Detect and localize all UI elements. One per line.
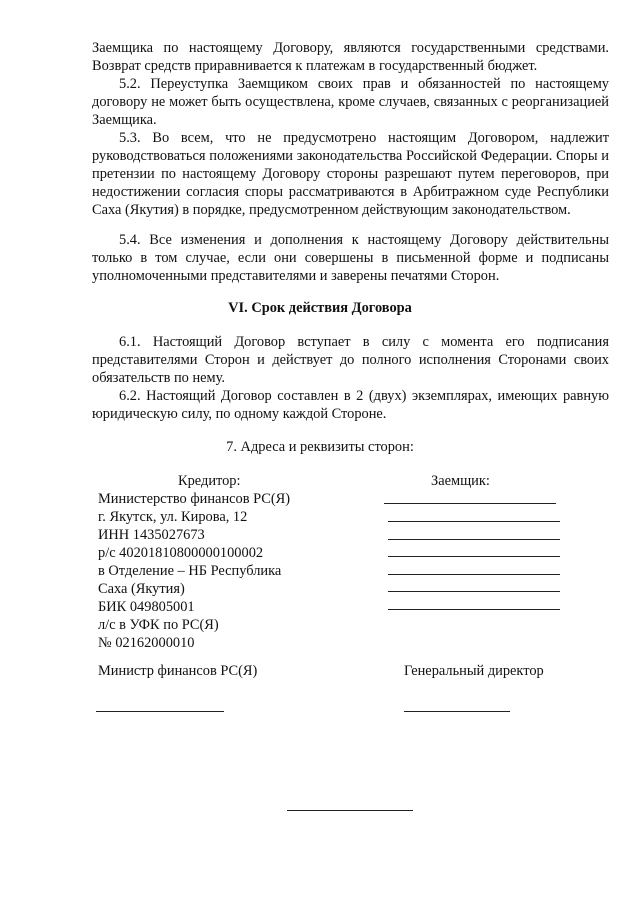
- paragraph-6-2: 6.2. Настоящий Договор составлен в 2 (двух) экземплярах, имеющих равную юридическую силу, по одному каждой Стороне.: [92, 388, 609, 422]
- paragraph-5-1-continuation: Заемщика по настоящему Договору, являются государственными средствами. Возврат средств приравнивается к платежам в государственный бюджет.: [92, 40, 609, 74]
- creditor-inn: ИНН 1435027673: [98, 527, 205, 543]
- creditor-bik: БИК 049805001: [98, 599, 195, 615]
- section-7-heading: 7. Адреса и реквизиты сторон:: [226, 439, 414, 455]
- borrower-blank-line: [388, 539, 560, 540]
- borrower-signature-line: [404, 711, 510, 712]
- paragraph-5-4: 5.4. Все изменения и дополнения к настоящему Договору действительны только в том случае, если они совершены в письменной форме и подписаны уполномоченными представителями и заверены печатями Сторон.: [92, 232, 609, 284]
- creditor-account: р/с 40201810800000100002: [98, 545, 264, 561]
- borrower-blank-line: [388, 609, 560, 610]
- borrower-title: Заемщик:: [431, 473, 490, 489]
- borrower-signatory: Генеральный директор: [404, 663, 544, 679]
- borrower-blank-line: [388, 591, 560, 592]
- creditor-details: [98, 490, 358, 652]
- borrower-blank-line: [388, 521, 560, 522]
- footer-rule: [287, 810, 413, 811]
- borrower-blank-line: [384, 503, 556, 504]
- creditor-title: Кредитор:: [178, 473, 241, 489]
- creditor-bank-region: Саха (Якутия): [98, 581, 185, 597]
- creditor-signatory: Министр финансов РС(Я): [98, 663, 258, 679]
- creditor-signature-line: [96, 711, 224, 712]
- creditor-name: Министерство финансов РС(Я): [98, 491, 291, 507]
- creditor-address: г. Якутск, ул. Кирова, 12: [98, 509, 248, 525]
- paragraph-6-1: 6.1. Настоящий Договор вступает в силу с момента его подписания представителями Сторон и действует до полного исполнения Сторонами своих обязательств по нему.: [92, 334, 609, 386]
- creditor-number: № 02162000010: [98, 635, 195, 651]
- borrower-blank-line: [388, 556, 560, 557]
- creditor-bank: в Отделение – НБ Республика: [98, 563, 282, 579]
- paragraph-5-3: 5.3. Во всем, что не предусмотрено настоящим Договором, надлежит руководствоваться положениями законодательства Российской Федерации. Споры и претензии по настоящему Договору стороны разрешают путем переговоров, при недостижении согласия споры рассматриваются в Арбитражном суде Республики Саха (Якутия) в порядке, предусмотренном действующим законодательством.: [92, 130, 609, 218]
- section-6-heading: VI. Срок действия Договора: [228, 300, 412, 316]
- creditor-personal-account: л/с в УФК по РС(Я): [98, 617, 219, 633]
- borrower-blank-line: [388, 574, 560, 575]
- paragraph-5-2: 5.2. Переуступка Заемщиком своих прав и обязанностей по настоящему договору не может быть осуществлена, кроме случаев, связанных с реорганизацией Заемщика.: [92, 76, 609, 128]
